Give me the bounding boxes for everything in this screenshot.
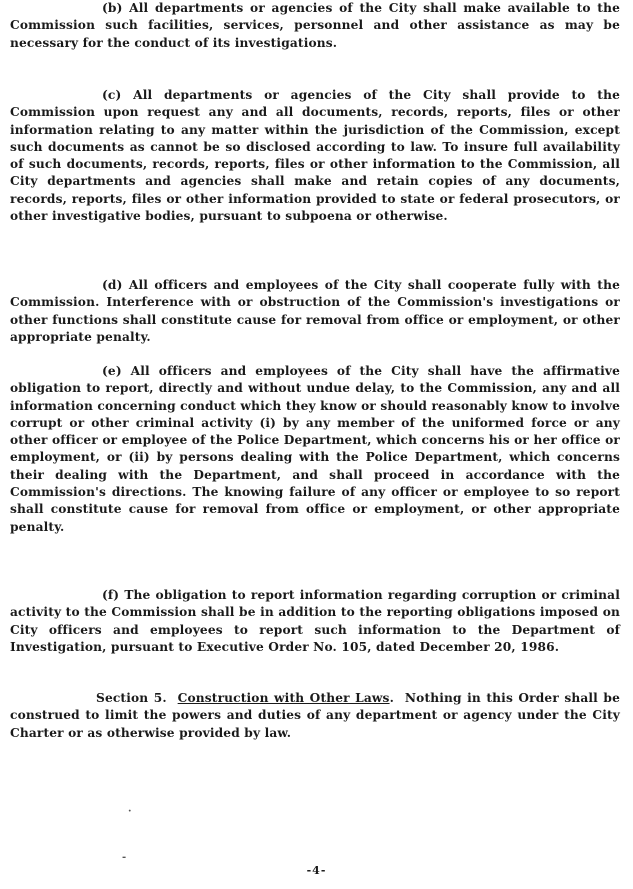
paragraph-b: (b) All departments or agencies of the City shall make available to the Commission such facilities, services, personnel and other assistance as may be necessary for the conduct of its investigations.: [10, 1, 620, 50]
stray-mark: -: [122, 852, 127, 863]
paragraph-e: (e) All officers and employees of the City shall have the affirmative obligation to report, directly and without undue delay, to the Commission, any and all information concerning conduct which they know or should reasonably know to involve corrupt or other criminal activity (i) by any member of the uniformed force or any other officer or employee of the Police Department, which concerns his or her office or employment, or (ii) by persons dealing with the Police Department, which concerns their dealing with the Department, and shall proceed in accordance with the Commission's directions. The knowing failure of any officer or employee to so report shall constitute cause for removal from office or employment, or other appropriate penalty.: [10, 364, 621, 534]
section-5-text: Nothing in this Order shall be construed to limit the powers and duties of any department or agency under the City Charter or as otherwise provided by law.: [10, 691, 620, 740]
paragraph-f: (f) The obligation to report information regarding corruption or criminal activity to the Commission shall be in addition to the reporting obligations imposed on City officers and employees to report such information to the Department of Investigation, pursuant to Executive Order No. 105, dated December 20, 1986.: [10, 588, 620, 654]
page-number: -4-: [306, 864, 327, 877]
section-5-label: Section 5.: [96, 691, 167, 705]
section-5-heading-end: .: [389, 691, 394, 705]
section-5-heading: Construction with Other Laws: [177, 691, 390, 705]
paragraph-c: (c) All departments or agencies of the City shall provide to the Commission upon request any and all documents, records, reports, files or other information relating to any matter within the jurisdiction of the Commission, except such documents as cannot be so disclosed according to law. To insure full availability of such documents, records, reports, files or other information to the Commission, all City departments and agencies shall make and retain copies of any documents, records, reports, files or other information provided to state or federal prosecutors, or other investigative bodies, pursuant to subpoena or otherwise.: [10, 88, 620, 224]
paragraph-d: (d) All officers and employees of the City shall cooperate fully with the Commission. Interference with or obstruction of the Commission's investigations or other functions shall constitute cause for removal from office or employment, or other appropriate penalty.: [10, 278, 620, 344]
stray-mark: ·: [128, 806, 132, 817]
section-5: [10, 690, 620, 742]
